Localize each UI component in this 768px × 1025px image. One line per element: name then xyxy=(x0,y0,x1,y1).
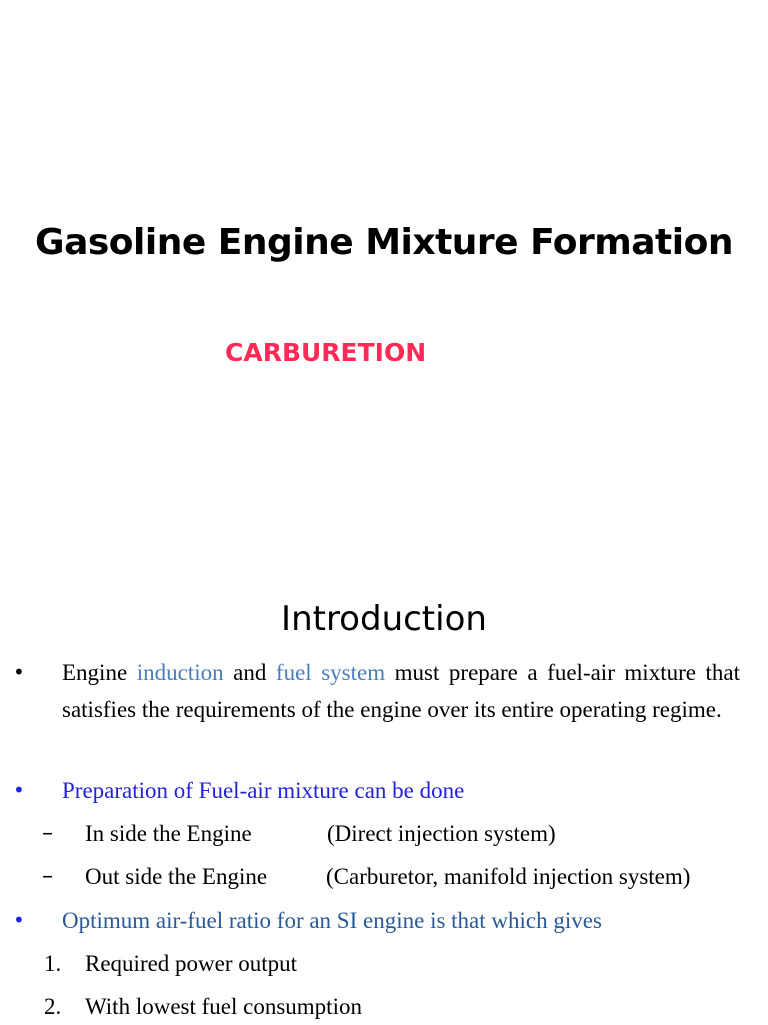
slide-subtitle: CARBURETION xyxy=(225,338,427,367)
fuel-system-link[interactable]: fuel system xyxy=(275,660,386,685)
numbered-item-text: With lowest fuel consumption xyxy=(85,994,362,1019)
induction-link[interactable]: induction xyxy=(136,660,224,685)
sub-bullet-text: Out side the Engine xyxy=(85,864,268,889)
bullet-text xyxy=(62,654,740,728)
bullet-text: Optimum air-fuel ratio for an SI engine is that which gives xyxy=(62,908,602,933)
bullet-icon: • xyxy=(13,660,25,684)
dash-icon: – xyxy=(42,864,53,889)
sub-bullet-text: In side the Engine xyxy=(85,821,252,846)
sub-bullet-note: (Direct injection system) xyxy=(327,821,556,846)
bullet-text-part: must prepare a fuel-air mixture that satisfies the requirements of the engine over its entire operating regime. xyxy=(62,660,740,722)
bullet-icon: • xyxy=(13,778,25,802)
sub-bullet-note: (Carburetor, manifold injection system) xyxy=(326,864,691,889)
numbered-item-text: Required power output xyxy=(85,951,298,976)
dash-icon: – xyxy=(42,821,53,846)
bullet-icon: • xyxy=(13,908,25,932)
number-marker: 1. xyxy=(44,951,62,976)
number-marker: 2. xyxy=(44,994,62,1019)
bullet-text: Preparation of Fuel-air mixture can be done xyxy=(62,778,465,803)
slide-title: Gasoline Engine Mixture Formation xyxy=(35,222,733,263)
section-heading: Introduction xyxy=(281,599,487,639)
bullet-text-part: and xyxy=(223,660,276,685)
bullet-text-part: Engine xyxy=(62,660,137,685)
